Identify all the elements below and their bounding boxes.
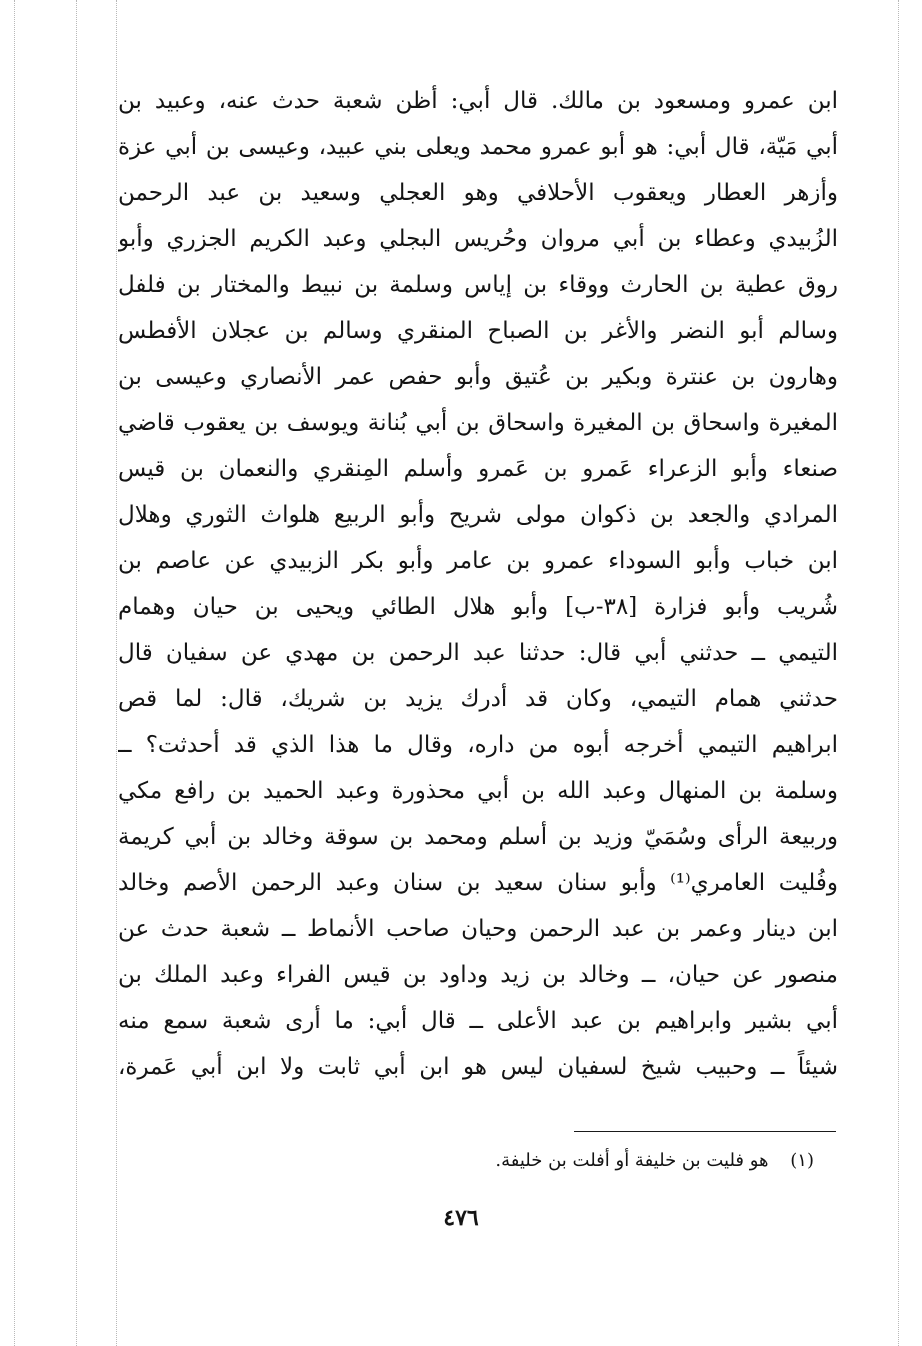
text-line: المغيرة واسحاق بن المغيرة واسحاق بن أبي بُنانة ويوسف بن يعقوب قاضي: [118, 410, 838, 436]
page-number: ٤٧٦: [443, 1205, 479, 1231]
text-line: ابن دينار وعمر بن عبد الرحمن وحيان صاحب الأنماط ــ شعبة حدث عن: [118, 916, 838, 942]
text-line: صنعاء وأبو الزعراء عَمرو بن عَمرو وأسلم المِنقري والنعمان بن قيس: [118, 456, 838, 482]
text-line: وأزهر العطار ويعقوب الأحلافي وهو العجلي وسعيد بن عبد الرحمن: [118, 180, 838, 206]
scan-margin-dots: [898, 0, 899, 1346]
text-line: حدثني همام التيمي، وكان قد أدرك يزيد بن شريك، قال: لما قص: [118, 686, 838, 712]
scan-margin-dots: [116, 0, 117, 1346]
text-line: روق عطية بن الحارث ووقاء بن إياس وسلمة بن نبيط والمختار بن فلفل: [118, 272, 838, 298]
text-line: وربيعة الرأى وسُمَيّ وزيد بن أسلم ومحمد بن سوقة وخالد بن أبي كريمة: [118, 824, 838, 850]
text-line: ابراهيم التيمي أخرجه أبوه من داره، وقال ما هذا الذي قد أحدثت؟ ــ: [118, 732, 838, 758]
body-text: [118, 78, 838, 1090]
text-line: المرادي والجعد بن ذكوان مولى شريح وأبو الربيع هلواث الثوري وهلال: [118, 502, 838, 528]
text-line: شُريب وأبو فزارة [٣٨-ب] وأبو هلال الطائي ويحيى بن حيان وهمام: [118, 594, 838, 620]
footnote-separator: [574, 1131, 836, 1132]
scan-margin-dots: [76, 0, 77, 1346]
text-line: التيمي ــ حدثني أبي قال: حدثنا عبد الرحمن بن مهدي عن سفيان قال: [118, 640, 838, 666]
text-line: أبي بشير وابراهيم بن عبد الأعلى ــ قال أبي: ما أرى شعبة سمع منه: [118, 1008, 838, 1034]
text-line: منصور عن حيان، ــ وخالد بن زيد وداود بن قيس الفراء وعبد الملك بن: [118, 962, 838, 988]
text-line: وسالم أبو النضر والأغر بن الصباح المنقري وسالم بن عجلان الأفطس: [118, 318, 838, 344]
text-line: الزُبيدي وعطاء بن أبي مروان وحُريس البجلي وعبد الكريم الجزري وأبو: [118, 226, 838, 252]
footnote-number: (١): [790, 1150, 814, 1171]
text-line: وهارون بن عنترة وبكير بن عُتيق وأبو حفص عمر الأنصاري وعيسى بن: [118, 364, 838, 390]
text-line: شيئاً ــ وحبيب شيخ لسفيان ليس هو ابن أبي ثابت ولا ابن أبي عَمرة،: [118, 1054, 838, 1080]
text-line: وسلمة بن المنهال وعبد الله بن أبي محذورة وعبد الحميد بن رافع مكي: [118, 778, 838, 804]
text-line: أبي مَيّة، قال أبي: هو أبو عمرو محمد ويعلى بني عبيد، وعيسى بن أبي عزة: [118, 134, 838, 160]
scan-margin-dots: [14, 0, 15, 1346]
footnote-text: هو فليت بن خليفة أو أفلت بن خليفة.: [495, 1150, 769, 1171]
text-line: ابن خباب وأبو السوداء عمرو بن عامر وأبو بكر الزبيدي عن عاصم بن: [118, 548, 838, 574]
text-line: ابن عمرو ومسعود بن مالك. قال أبي: أظن شعبة حدث عنه، وعبيد بن: [118, 88, 838, 114]
text-line: وفُليت العامري⁽¹⁾ وأبو سنان سعيد بن سنان وعبد الرحمن الأصم وخالد: [118, 870, 838, 896]
footnote: [495, 1146, 814, 1176]
